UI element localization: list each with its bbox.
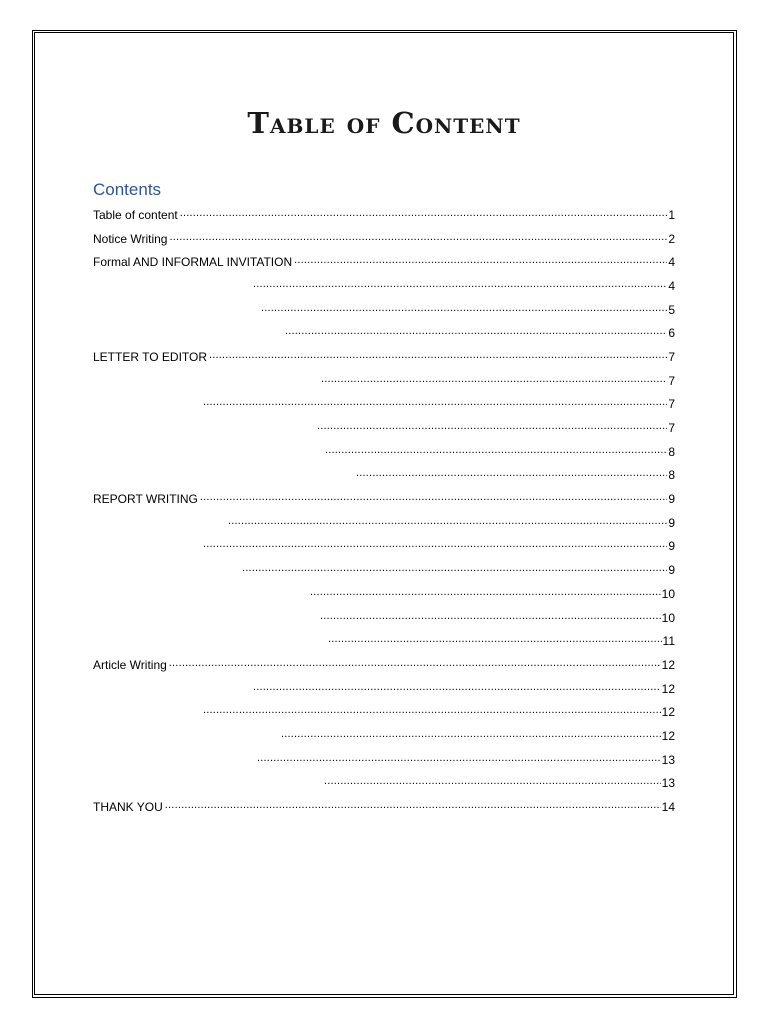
toc-page-number: 5 [668,302,675,317]
toc-entry[interactable] [93,203,675,227]
toc-entry[interactable] [93,321,675,345]
toc-entry[interactable] [93,416,675,440]
toc-entry-label: Article Writing [93,657,167,672]
toc-dot-leader [317,421,667,435]
toc-entry-label: Table of content [93,207,178,222]
toc-dot-leader [310,587,661,601]
toc-page-number: 10 [661,610,675,625]
document-title: Table of Content [247,106,521,140]
table-of-contents [93,203,675,819]
toc-page-number: 13 [661,776,675,791]
toc-entry[interactable] [93,274,675,298]
toc-entry[interactable] [93,511,675,535]
toc-entry[interactable] [93,558,675,582]
toc-page-number: 7 [668,349,675,364]
toc-dot-leader [228,516,667,530]
toc-entry[interactable] [93,227,675,251]
toc-dot-leader [320,611,661,625]
toc-page-number: 4 [668,278,675,293]
toc-page-number: 8 [668,468,675,483]
toc-page-number: 11 [662,634,675,649]
toc-page-number: 4 [668,255,675,270]
toc-dot-leader [325,445,667,459]
toc-entry-label: Notice Writing [93,231,168,246]
toc-entry[interactable] [93,440,675,464]
toc-dot-leader [328,634,662,648]
toc-dot-leader [285,326,667,340]
toc-entry-label: REPORT WRITING [93,492,198,507]
toc-page-number: 9 [668,539,675,554]
toc-entry[interactable] [93,795,675,819]
toc-entry[interactable] [93,535,675,559]
toc-dot-leader [281,729,661,743]
toc-page-number: 9 [668,492,675,507]
toc-entry[interactable] [93,464,675,488]
toc-page-number: 9 [668,515,675,530]
toc-dot-leader [242,563,667,577]
toc-dot-leader [294,255,667,269]
toc-entry[interactable] [93,653,675,677]
toc-entry[interactable] [93,629,675,653]
toc-page-number: 12 [661,728,675,743]
toc-page-number: 9 [668,563,675,578]
toc-dot-leader [253,279,667,293]
toc-dot-leader [356,468,667,482]
toc-entry-label: Formal AND INFORMAL INVITATION [93,255,293,270]
toc-page-number: 12 [661,657,675,672]
toc-dot-leader [165,800,661,814]
toc-dot-leader [324,776,661,790]
toc-dot-leader [209,350,667,364]
toc-entry[interactable] [93,393,675,417]
toc-page-number: 7 [668,397,675,412]
toc-page-number: 8 [668,444,675,459]
toc-entry[interactable] [93,487,675,511]
toc-dot-leader [180,208,668,222]
toc-entry[interactable] [93,298,675,322]
toc-dot-leader [169,232,667,246]
toc-page-number: 6 [668,326,675,341]
toc-page-number: 1 [668,207,675,222]
toc-dot-leader [169,658,661,672]
toc-page-number: 12 [661,705,675,720]
toc-entry-label: LETTER TO EDITOR [93,349,208,364]
toc-dot-leader [257,753,661,767]
toc-dot-leader [253,682,661,696]
toc-page-number: 14 [661,800,675,815]
toc-dot-leader [203,539,667,553]
toc-entry[interactable] [93,369,675,393]
toc-dot-leader [261,303,667,317]
toc-entry[interactable] [93,250,675,274]
toc-entry[interactable] [93,582,675,606]
toc-entry[interactable] [93,772,675,796]
toc-entry-label: THANK YOU [93,800,163,815]
toc-page-number: 12 [661,681,675,696]
toc-entry[interactable] [93,606,675,630]
toc-page-number: 2 [668,231,675,246]
toc-dot-leader [321,374,667,388]
toc-entry[interactable] [93,724,675,748]
toc-entry[interactable] [93,700,675,724]
toc-dot-leader [203,705,661,719]
toc-page-number: 7 [668,373,675,388]
toc-entry[interactable] [93,345,675,369]
toc-entry[interactable] [93,748,675,772]
toc-page-number: 7 [668,421,675,436]
toc-page-number: 10 [661,586,675,601]
toc-entry[interactable] [93,677,675,701]
toc-dot-leader [203,397,667,411]
toc-dot-leader [200,492,667,506]
contents-heading: Contents [93,180,162,199]
toc-page-number: 13 [661,752,675,767]
